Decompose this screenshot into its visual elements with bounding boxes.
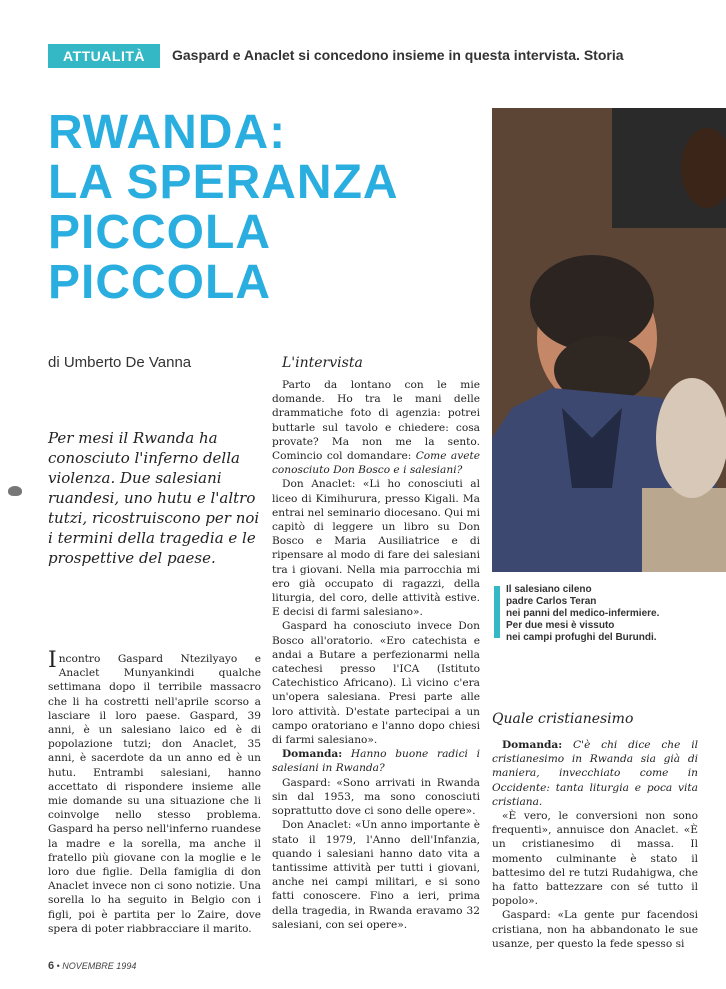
headline-line: PICCOLA bbox=[48, 256, 271, 309]
paragraph: Domanda: Hanno buone radici i salesiani in Rwanda? bbox=[272, 748, 480, 775]
article-column-1 bbox=[48, 648, 261, 936]
caption-accent-bar bbox=[494, 586, 500, 638]
caption-line: padre Carlos Teran bbox=[506, 596, 597, 607]
intro-paragraph: Per mesi il Rwanda ha conosciuto l'inferno della violenza. Due salesiani ruandesi, uno hutu e l'altro tutzi, ricostruiscono per noi i termini della tragedia e le prospettive del paese. bbox=[48, 429, 260, 567]
page-number: 6 bbox=[48, 960, 55, 972]
caption-line: Il salesiano cileno bbox=[506, 584, 592, 595]
photo-illustration bbox=[492, 108, 726, 572]
paragraph: Gaspard ha conosciuto invece Don Bosco all'oratorio. «Ero catechista e andai a Butare a perfezionarmi nella catechesi presso l'ICA (Istituto Catechistico Africano). Lì vicino c'era un'opera salesiana. Presi parte alle loro attività. D'estate partecipai a un campo oratoriano e l'anno dopo chiesi di farmi salesiano». bbox=[272, 620, 480, 747]
binder-mark bbox=[8, 486, 22, 496]
photo-caption bbox=[506, 584, 726, 644]
paragraph-text: ncontro Gaspard Ntezilyayo e Anaclet Munyankindi qualche settimana dopo il terribile massacro che li ha costretti nell'aprile scorso a lasciare il loro paese. Gaspard, 39 anni, è un salesiano laico ed è di popolazione tutzi; don Anaclet, 35 anni, è sacerdote da un anno ed è un hutu. Entrambi salesiani, hanno accettato di rispondere insieme alle mie domande su una situazione che li coinvolge nello stesso problema. Gaspard ha perso nell'inferno ruandese la madre e la sorella, ma anche il fratello più giovane con la moglie e le loro due figlie. Della famiglia di don Anaclet invece non ci sono notizie. Una sorella lo ha seguito in Belgio con i figli, poi è partita per lo Zaire, dove spera di poter riabbracciare il marito. bbox=[48, 653, 261, 935]
caption-line: nei campi profughi del Burundi. bbox=[506, 632, 657, 643]
footer-separator: • bbox=[56, 961, 63, 971]
caption-line: Per due mesi è vissuto bbox=[506, 620, 615, 631]
headline bbox=[48, 108, 468, 308]
paragraph: «È vero, le conversioni non sono frequenti», annuisce don Anaclet. «È un cristianesimo di massa. Il momento culminante è stato il battesimo del re tutzi Rudahigwa, che ha fatto battezzare con sé tutto il popolo». bbox=[492, 810, 698, 908]
paragraph: Don Anaclet: «Li ho conosciuti al liceo di Kimihurura, presso Kigali. Ma entrai nel seminario diocesano. Qui mi capitò di leggere un libro su Don Bosco e Maria Ausiliatrice e di ripensare al modo di fare dei salesiani tra i giovani. Nella mia parrocchia mi ero già occupato di ragazzi, della liturgia, del coro, delle attività estive. E decisi di farmi salesiano». bbox=[272, 478, 480, 619]
headline-line: PICCOLA bbox=[48, 206, 271, 259]
photo-priest bbox=[492, 108, 726, 572]
issue-date: NOVEMBRE 1994 bbox=[62, 961, 137, 971]
section-tag: ATTUALITÀ bbox=[48, 44, 160, 68]
subhead-intervista: L'intervista bbox=[282, 355, 363, 371]
paragraph: Gaspard: «Sono arrivati in Rwanda sin dal 1953, ma sono conosciuti soprattutto dove ci sono delle opere». bbox=[272, 776, 480, 818]
article-column-3 bbox=[492, 738, 698, 951]
paragraph: Don Anaclet: «Un anno importante è stato il 1979, l'Anno dell'Infanzia, quando i salesiani hanno dato vita a tantissime attività per tutti i giovani, anche nei campi militari, e si sono fatti conoscere. Fino a ieri, prima della tragedia, in Rwanda eravamo 32 salesiani, con sei opere». bbox=[272, 819, 480, 931]
author-byline: di Umberto De Vanna bbox=[48, 354, 192, 371]
paragraph bbox=[48, 648, 261, 936]
paragraph: Domanda: C'è chi dice che il cristianesimo in Rwanda sia già di maniera, invecchiato come in Occidente: tanta liturgia e poca vita cristiana. bbox=[492, 739, 698, 808]
headline-line: RWANDA: bbox=[48, 106, 287, 159]
article-column-2 bbox=[272, 378, 480, 932]
kicker-line: Gaspard e Anaclet si concedono insieme in questa intervista. Storia bbox=[172, 47, 624, 63]
subhead-cristianesimo: Quale cristianesimo bbox=[492, 711, 634, 727]
paragraph: Parto da lontano con le mie domande. Ho tra le mani delle drammatiche foto di agenzia: potrei buttarle sul tavolo e chiedere: cosa provate? Ma non me la sento. Comincio col domandare: Come avete conosciuto Don Bosco e i salesiani? bbox=[272, 379, 481, 477]
headline-line: LA SPERANZA bbox=[48, 156, 399, 209]
caption-line: nei panni del medico-infermiere. bbox=[506, 608, 660, 619]
page-footer bbox=[48, 960, 136, 972]
paragraph: Gaspard: «La gente pur facendosi cristiana, non ha abbandonato le sue usanze, per questo la fede spesso si bbox=[492, 909, 698, 950]
drop-cap: I bbox=[48, 648, 57, 673]
